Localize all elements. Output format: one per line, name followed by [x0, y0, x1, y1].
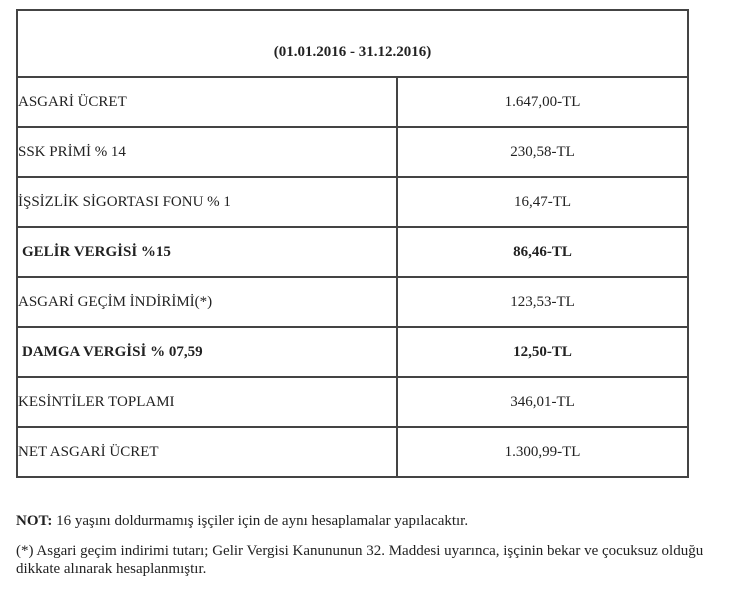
row-label: KESİNTİLER TOPLAMI [17, 377, 397, 427]
table-row [17, 427, 688, 477]
note-text: 16 yaşını doldurmamış işçiler için de aynı hesaplamalar yapılacaktır. [52, 513, 469, 529]
row-label: ASGARİ ÜCRET [17, 77, 397, 127]
row-label: DAMGA VERGİSİ % 07,59 [17, 327, 397, 377]
row-value: 1.300,99-TL [397, 427, 688, 477]
table-header-row [17, 10, 688, 77]
footnote-paragraph: (*) Asgari geçim indirimi tutarı; Gelir Vergisi Kanununun 32. Maddesi uyarınca, işçinin bekar ve çocuksuz olduğu dikkate alınarak hesaplanmıştır. [16, 543, 704, 577]
table-row [17, 227, 688, 277]
table-row [17, 327, 688, 377]
period-heading: (01.01.2016 - 31.12.2016) [17, 10, 688, 77]
row-value: 12,50-TL [397, 327, 688, 377]
table-row [17, 77, 688, 127]
row-label: SSK PRİMİ % 14 [17, 127, 397, 177]
row-value: 16,47-TL [397, 177, 688, 227]
table-row [17, 177, 688, 227]
table-row [17, 127, 688, 177]
row-value: 123,53-TL [397, 277, 688, 327]
minimum-wage-table [16, 9, 689, 478]
table-row [17, 377, 688, 427]
row-label: GELİR VERGİSİ %15 [17, 227, 397, 277]
row-value: 230,58-TL [397, 127, 688, 177]
row-value: 346,01-TL [397, 377, 688, 427]
row-label: ASGARİ GEÇİM İNDİRİMİ(*) [17, 277, 397, 327]
row-value: 1.647,00-TL [397, 77, 688, 127]
note-label: NOT: [16, 513, 53, 529]
note-paragraph [16, 512, 716, 530]
row-label: NET ASGARİ ÜCRET [17, 427, 397, 477]
row-label: İŞSİZLİK SİGORTASI FONU % 1 [17, 177, 397, 227]
notes-section [16, 512, 716, 590]
row-value: 86,46-TL [397, 227, 688, 277]
table-row [17, 277, 688, 327]
